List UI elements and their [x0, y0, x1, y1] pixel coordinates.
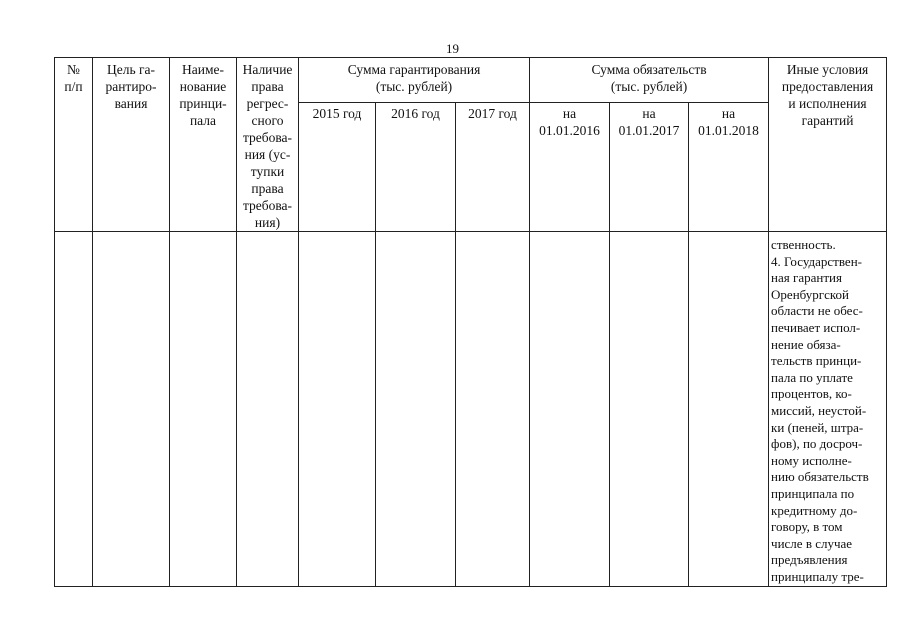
table-row	[55, 232, 887, 587]
page-number: 19	[446, 41, 459, 56]
col-header-date-2016: на 01.01.2016	[530, 103, 610, 232]
cell-other-conditions: ственность. 4. Государствен- ная гарантия Оренбургской области не обес- печивает испол- нение обяза- тельств принци- пала по уплате процентов, ко- миссий, неустой- ки (пеней, штра- фов), по досроч- ному исполне- нию обязательств принципала по кредитному до- говору, в том числе в случае предъявления принципалу тре-	[769, 232, 887, 587]
guarantees-table	[54, 57, 887, 587]
col-header-year-2016: 2016 год	[376, 103, 456, 232]
cell-obligation-2016	[530, 232, 610, 587]
header-row-1	[55, 58, 887, 103]
cell-obligation-2018	[689, 232, 769, 587]
cell-regress-right	[237, 232, 299, 587]
col-header-purpose: Цель га- рантиро- вания	[93, 58, 170, 232]
cell-principal	[170, 232, 237, 587]
col-header-number: № п/п	[55, 58, 93, 232]
col-header-regress-right: Наличие права регрес- сного требова- ния (ус- тупки права требова- ния)	[237, 58, 299, 232]
col-header-guarantee-sum: Сумма гарантирования (тыс. рублей)	[299, 58, 530, 103]
cell-sum-2017	[456, 232, 530, 587]
col-header-principal: Наиме- нование принци- пала	[170, 58, 237, 232]
col-header-year-2015: 2015 год	[299, 103, 376, 232]
col-header-date-2018: на 01.01.2018	[689, 103, 769, 232]
cell-sum-2015	[299, 232, 376, 587]
cell-purpose	[93, 232, 170, 587]
cell-number	[55, 232, 93, 587]
col-header-date-2017: на 01.01.2017	[610, 103, 689, 232]
col-header-year-2017: 2017 год	[456, 103, 530, 232]
cell-obligation-2017	[610, 232, 689, 587]
col-header-other-conditions: Иные условия предоставления и исполнения гарантий	[769, 58, 887, 232]
cell-sum-2016	[376, 232, 456, 587]
col-header-obligations-sum: Сумма обязательств (тыс. рублей)	[530, 58, 769, 103]
